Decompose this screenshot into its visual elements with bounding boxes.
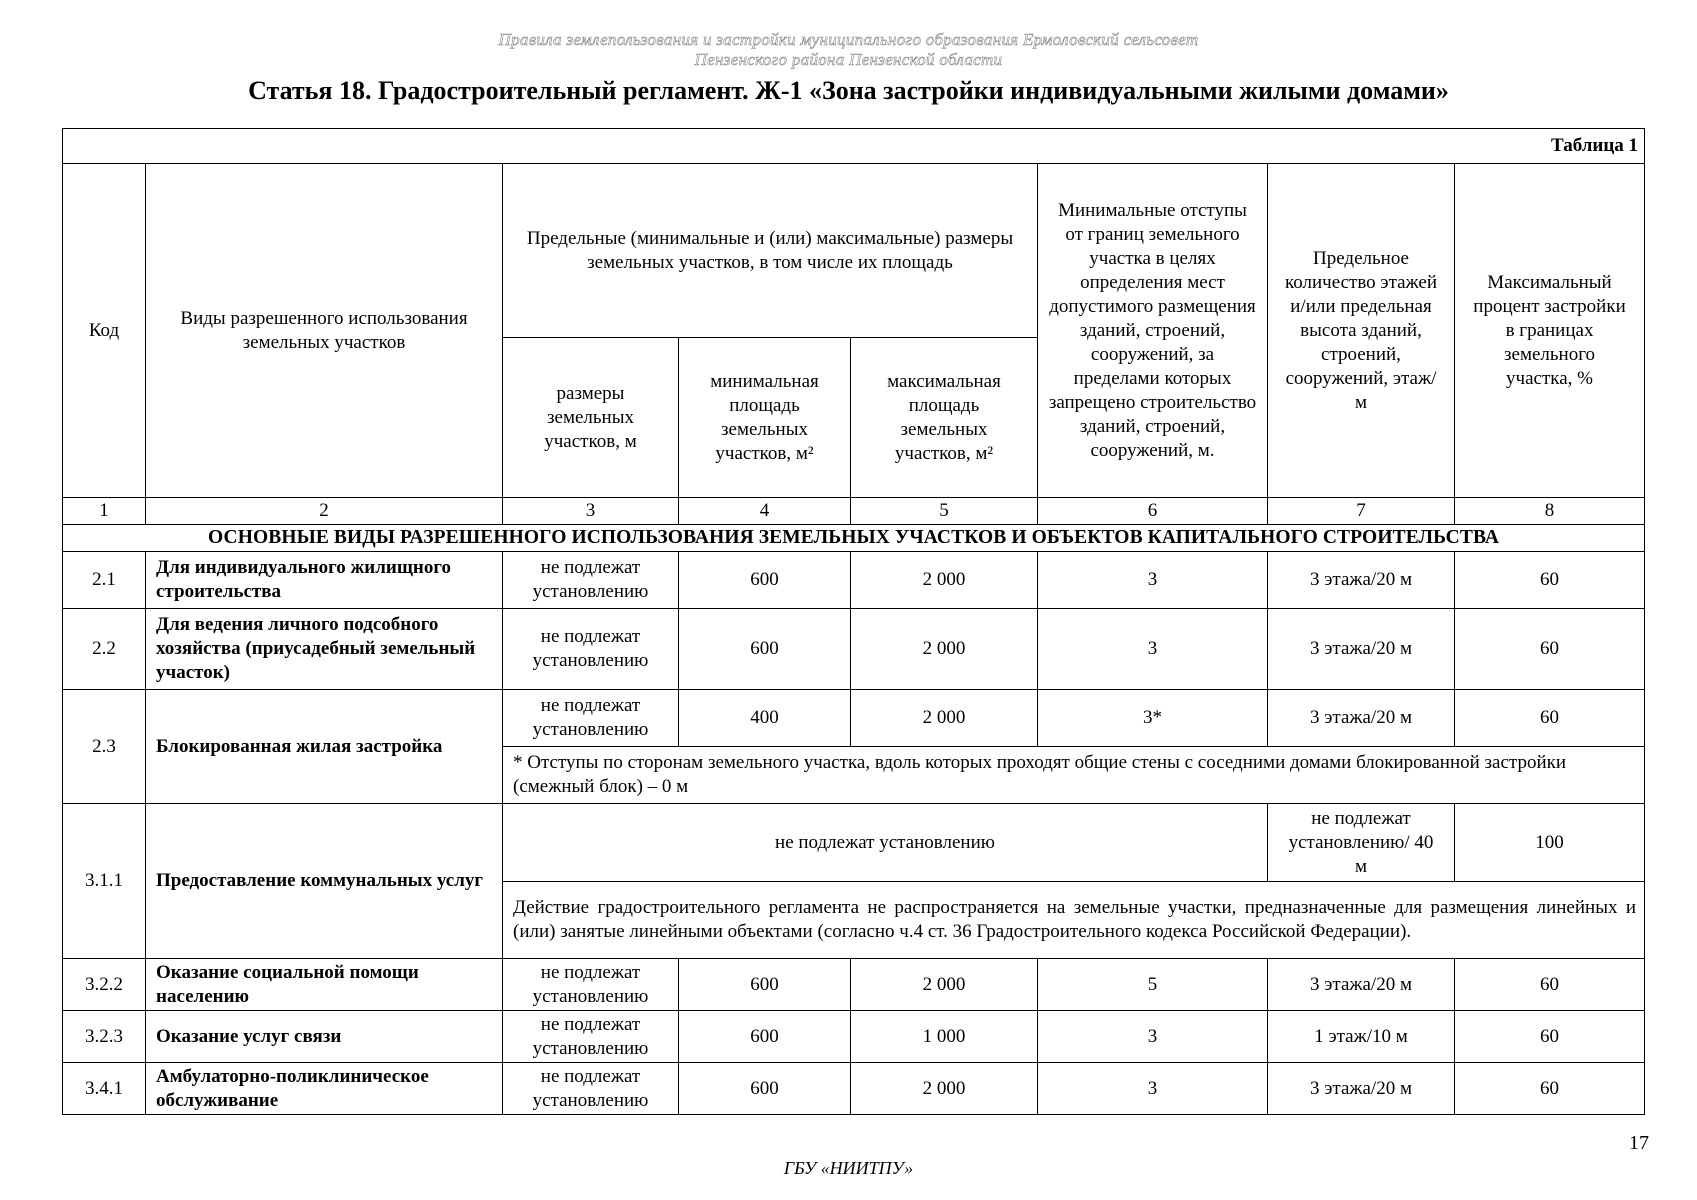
row-code: 3.2.3 <box>63 1011 146 1063</box>
table-row <box>63 552 1645 609</box>
row-max-area: 1 000 <box>851 1011 1038 1063</box>
row-sizes: не подлежат установлению <box>503 1011 679 1063</box>
col-number: 8 <box>1455 498 1645 525</box>
page-footer: ГБУ «НИИТПУ» <box>783 1158 914 1178</box>
row-merged-value: не подлежат установлению <box>503 804 1268 882</box>
row-floors: 3 этажа/20 м <box>1268 690 1455 747</box>
header-max-area: максимальная площадь земельных участков, м² <box>851 338 1038 498</box>
running-header-line1: Правила землепользования и застройки муниципального образования Ермоловский сельсовет <box>498 30 1199 49</box>
row-max-area: 2 000 <box>851 609 1038 690</box>
row-floors: 3 этажа/20 м <box>1268 1063 1455 1115</box>
row-use-name: Предоставление коммунальных услуг <box>146 804 503 959</box>
row-code: 3.1.1 <box>63 804 146 959</box>
row-max-area: 2 000 <box>851 552 1038 609</box>
row-setback: 3 <box>1038 1063 1268 1115</box>
row-setback: 3 <box>1038 552 1268 609</box>
running-header-line2: Пензенского района Пензенской области <box>694 50 1003 69</box>
row-sizes: не подлежат установлению <box>503 552 679 609</box>
row-coverage: 100 <box>1455 804 1645 882</box>
row-code: 3.4.1 <box>63 1063 146 1115</box>
row-min-area: 600 <box>679 1063 851 1115</box>
header-coverage: Максимальный процент застройки в границах земельного участка, % <box>1455 164 1645 498</box>
row-floors: 3 этажа/20 м <box>1268 552 1455 609</box>
table-row <box>63 609 1645 690</box>
row-use-name: Оказание услуг связи <box>146 1011 503 1063</box>
row-setback: 3* <box>1038 690 1268 747</box>
row-setback: 5 <box>1038 959 1268 1011</box>
row-coverage: 60 <box>1455 1063 1645 1115</box>
header-code: Код <box>63 164 146 498</box>
regulation-table <box>62 128 1645 1115</box>
row-use-name: Оказание социальной помощи населению <box>146 959 503 1011</box>
row-min-area: 600 <box>679 1011 851 1063</box>
row-sizes: не подлежат установлению <box>503 1063 679 1115</box>
column-numbers-row <box>63 498 1645 525</box>
row-setback: 3 <box>1038 1011 1268 1063</box>
table-row <box>63 1063 1645 1115</box>
header-floors: Предельное количество этажей и/или предельная высота зданий, строений, сооружений, этаж/м <box>1268 164 1455 498</box>
col-number: 6 <box>1038 498 1268 525</box>
header-min-area: минимальная площадь земельных участков, м² <box>679 338 851 498</box>
row-note: * Отступы по сторонам земельного участка, вдоль которых проходят общие стены с соседними домами блокированной застройки (смежный блок) – 0 м <box>503 747 1645 804</box>
row-use-name: Для индивидуального жилищного строительства <box>146 552 503 609</box>
row-coverage: 60 <box>1455 1011 1645 1063</box>
row-min-area: 600 <box>679 609 851 690</box>
page-title: Статья 18. Градостроительный регламент. Ж-1 «Зона застройки индивидуальными жилыми домами» <box>248 76 1449 105</box>
header-size-group: Предельные (минимальные и (или) максимальные) размеры земельных участков, в том числе их площадь <box>503 164 1038 338</box>
row-use-name: Блокированная жилая застройка <box>146 690 503 804</box>
row-coverage: 60 <box>1455 959 1645 1011</box>
row-coverage: 60 <box>1455 690 1645 747</box>
row-min-area: 600 <box>679 552 851 609</box>
row-note: Действие градостроительного регламента не распространяется на земельные участки, предназначенные для размещения линейных и (или) занятые линейными объектами (согласно ч.4 ст. 36 Градостроительного кодекса Российской Федерации). <box>503 882 1645 959</box>
row-code: 2.1 <box>63 552 146 609</box>
row-floors: 3 этажа/20 м <box>1268 609 1455 690</box>
row-max-area: 2 000 <box>851 690 1038 747</box>
row-coverage: 60 <box>1455 609 1645 690</box>
header-sizes: размеры земельных участков, м <box>503 338 679 498</box>
table-row <box>63 804 1645 882</box>
col-number: 4 <box>679 498 851 525</box>
col-number: 5 <box>851 498 1038 525</box>
row-floors: 3 этажа/20 м <box>1268 959 1455 1011</box>
row-floors: не подлежат установлению/ 40 м <box>1268 804 1455 882</box>
row-sizes: не подлежат установлению <box>503 959 679 1011</box>
row-sizes: не подлежат установлению <box>503 609 679 690</box>
col-number: 1 <box>63 498 146 525</box>
table-row <box>63 1011 1645 1063</box>
table-caption: Таблица 1 <box>63 129 1645 164</box>
row-min-area: 400 <box>679 690 851 747</box>
row-use-name: Амбулаторно-поликлиническое обслуживание <box>146 1063 503 1115</box>
row-max-area: 2 000 <box>851 959 1038 1011</box>
row-coverage: 60 <box>1455 552 1645 609</box>
col-number: 2 <box>146 498 503 525</box>
row-floors: 1 этаж/10 м <box>1268 1011 1455 1063</box>
page-number: 17 <box>1629 1132 1649 1154</box>
header-setback: Минимальные отступы от границ земельного участка в целях определения мест допустимого размещения зданий, строений, сооружений, за пределами которых запрещено строительство зданий, строений, сооружений, м. <box>1038 164 1268 498</box>
row-use-name: Для ведения личного подсобного хозяйства (приусадебный земельный участок) <box>146 609 503 690</box>
col-number: 3 <box>503 498 679 525</box>
row-code: 3.2.2 <box>63 959 146 1011</box>
header-use: Виды разрешенного использования земельных участков <box>146 164 503 498</box>
running-header <box>0 30 1697 70</box>
section-title: ОСНОВНЫЕ ВИДЫ РАЗРЕШЕННОГО ИСПОЛЬЗОВАНИЯ ЗЕМЕЛЬНЫХ УЧАСТКОВ И ОБЪЕКТОВ КАПИТАЛЬНОГО СТРОИТЕЛЬСТВА <box>63 525 1645 552</box>
row-code: 2.3 <box>63 690 146 804</box>
col-number: 7 <box>1268 498 1455 525</box>
row-setback: 3 <box>1038 609 1268 690</box>
row-max-area: 2 000 <box>851 1063 1038 1115</box>
table-row <box>63 690 1645 747</box>
row-min-area: 600 <box>679 959 851 1011</box>
row-sizes: не подлежат установлению <box>503 690 679 747</box>
table-row <box>63 959 1645 1011</box>
row-code: 2.2 <box>63 609 146 690</box>
